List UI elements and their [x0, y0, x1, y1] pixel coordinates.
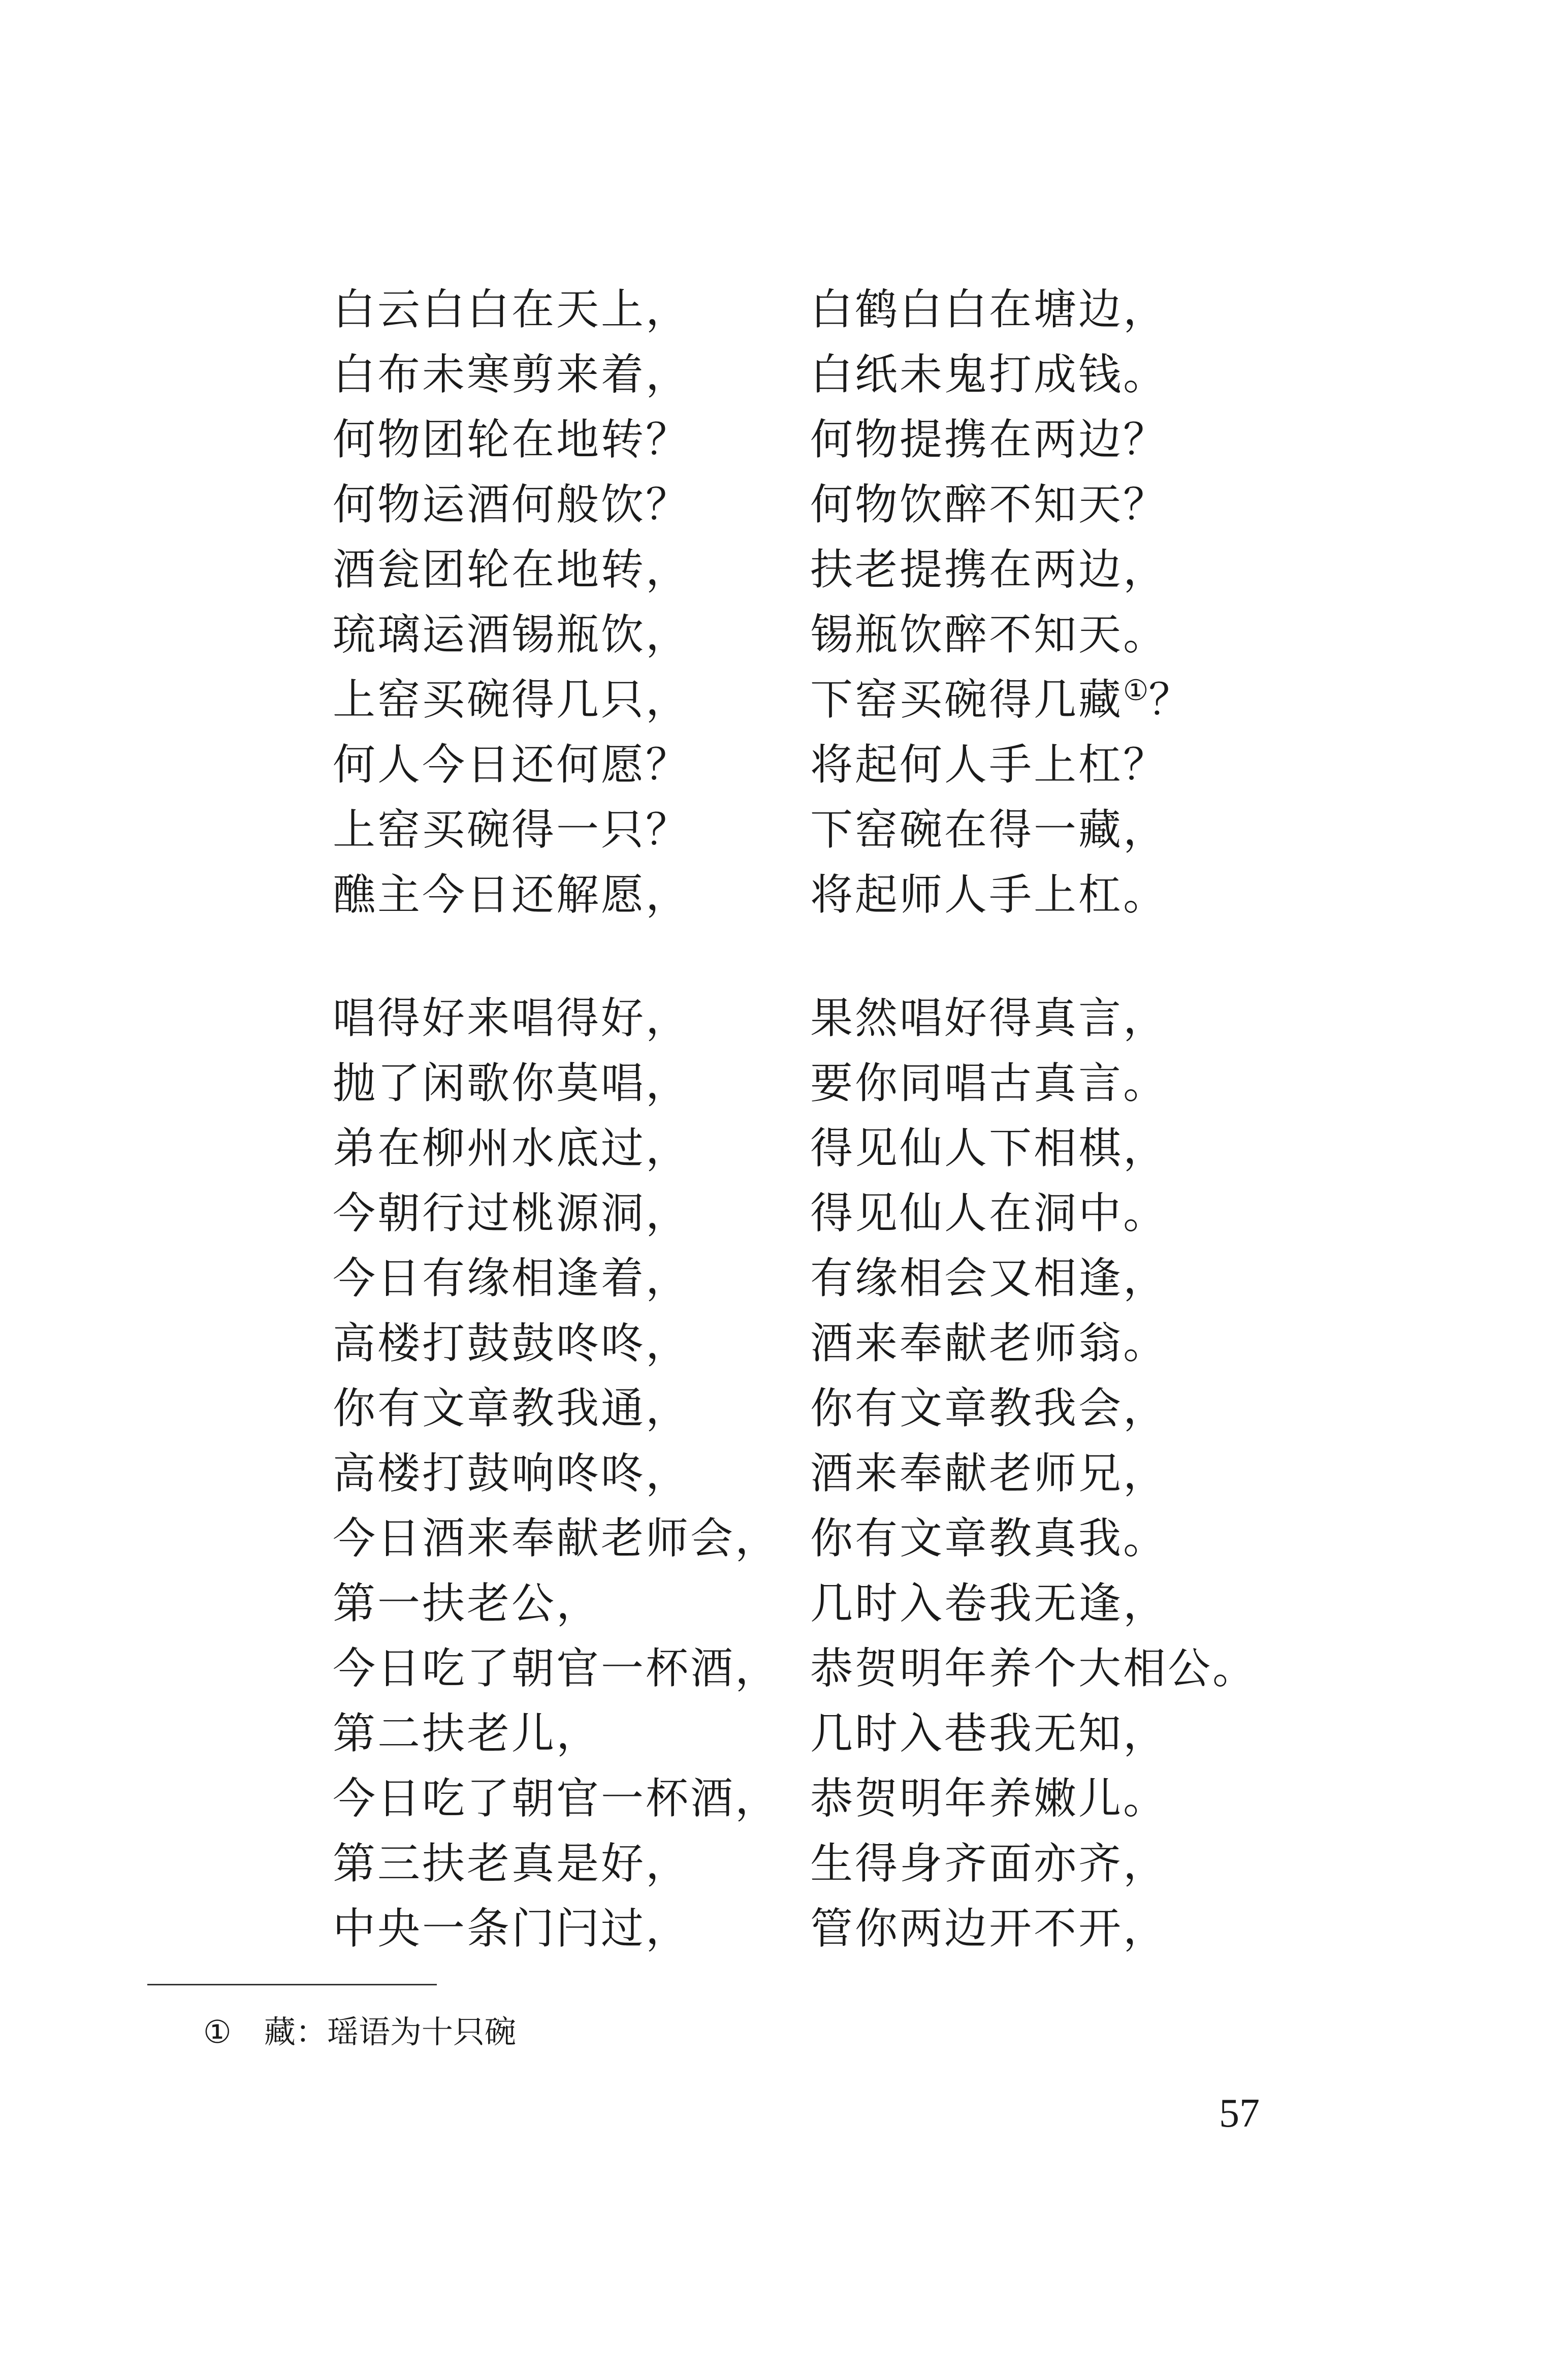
question-mark: ？ — [1148, 675, 1194, 724]
poem-line-left: 白布未寒剪来着， — [333, 350, 691, 399]
poem-line-left: 醮主今日还解愿， — [333, 870, 691, 920]
poem-line — [333, 277, 1349, 342]
poem-line-right: 得见仙人下相棋， — [810, 1123, 1168, 1173]
poem-line-left: 何物运酒何般饮？ — [333, 480, 691, 529]
poem-line-right: 有缘相会又相逢， — [810, 1253, 1168, 1303]
poem-line — [333, 1571, 1349, 1636]
poem-line-right: 何物饮醉不知天？ — [810, 480, 1168, 529]
poem-line — [333, 1441, 1349, 1506]
poem-line-right: 将起师人手上杠。 — [810, 870, 1168, 920]
poem-line — [333, 862, 1349, 927]
poem-line-left: 第三扶老真是好， — [333, 1839, 691, 1888]
footnote-reference[interactable]: ① — [1123, 674, 1149, 707]
poem-line-right: 将起何人手上杠？ — [810, 740, 1168, 789]
poem-line — [333, 537, 1349, 602]
poem-line — [333, 797, 1349, 862]
poem-line-right: 白纸未鬼打成钱。 — [810, 350, 1168, 399]
poem-line-right: 生得身齐面亦齐， — [810, 1839, 1168, 1888]
poem-line — [333, 1766, 1349, 1831]
poem-line-right: 你有文章教我会， — [810, 1383, 1168, 1433]
poem-line-right: 酒来奉献老师翁。 — [810, 1318, 1168, 1368]
poem-line-left: 抛了闲歌你莫唱， — [333, 1058, 691, 1108]
poem-line — [333, 1831, 1349, 1896]
poem-stanza-2 — [333, 986, 1349, 1961]
poem-line — [333, 986, 1349, 1051]
poem-line-left: 弟在柳州水底过， — [333, 1123, 691, 1173]
footnote-divider — [147, 1984, 437, 1985]
poem-line-left: 琉璃运酒锡瓶饮， — [333, 610, 691, 659]
poem-line — [333, 1896, 1349, 1961]
poem-line-right: 下窑买碗得几藏 — [810, 675, 1124, 724]
footnote-text: 藏：瑶语为十只碗 — [264, 2013, 517, 2050]
poem-line-right: 何物提携在两边？ — [810, 415, 1168, 464]
poem-line-left: 何人今日还何愿？ — [333, 740, 691, 789]
poem-line-left: 今日吃了朝官一杯酒， — [333, 1643, 780, 1693]
poem-stanza-1 — [333, 277, 1349, 927]
poem-line-left: 何物团轮在地转？ — [333, 415, 691, 464]
poem-line-right: 白鹤白白在塘边， — [810, 284, 1168, 334]
poem-line — [333, 602, 1349, 667]
poem-line-left: 白云白白在天上， — [333, 284, 691, 334]
poem-line — [333, 1701, 1349, 1766]
poem-line-left: 酒瓮团轮在地转， — [333, 545, 691, 594]
footnote-number: ① — [203, 2013, 232, 2050]
poem-line-right: 下窑碗在得一藏， — [810, 805, 1168, 855]
poem-line-left: 上窑买碗得几只， — [333, 675, 691, 724]
poem-line-right: 恭贺明年养嫩儿。 — [810, 1774, 1168, 1823]
poem-line-left: 高楼打鼓鼓咚咚， — [333, 1318, 691, 1368]
poem-line-left: 中央一条门闩过， — [333, 1904, 691, 1953]
poem-line — [333, 1246, 1349, 1311]
poem-line — [333, 1311, 1349, 1376]
poem-line-right: 几时入巷我无知， — [810, 1709, 1168, 1758]
poem-line-left: 今日酒来奉献老师会， — [333, 1513, 780, 1563]
poem-line-right: 恭贺明年养个大相公。 — [810, 1643, 1258, 1693]
page-number: 57 — [1219, 2091, 1260, 2136]
poem-line — [333, 667, 1349, 732]
poem-line-right: 得见仙人在洞中。 — [810, 1188, 1168, 1238]
poem-line-right: 几时入卷我无逢， — [810, 1578, 1168, 1628]
poem-line-left: 第二扶老儿， — [333, 1709, 601, 1758]
poem-line-right: 果然唱好得真言， — [810, 993, 1168, 1043]
poem-line-left: 高楼打鼓响咚咚， — [333, 1448, 691, 1498]
poem-line — [333, 1376, 1349, 1441]
poem-line — [333, 1506, 1349, 1571]
poem-line — [333, 1181, 1349, 1246]
poem-line — [333, 732, 1349, 797]
poem-line-right: 你有文章教真我。 — [810, 1513, 1168, 1563]
poem-line — [333, 1636, 1349, 1701]
footnote — [203, 2009, 516, 2055]
poem-line-left: 今日吃了朝官一杯酒， — [333, 1774, 780, 1823]
poem-line — [333, 472, 1349, 537]
poem-line — [333, 342, 1349, 407]
poem-line — [333, 1116, 1349, 1181]
poem-line-right: 酒来奉献老师兄， — [810, 1448, 1168, 1498]
poem-line — [333, 1051, 1349, 1116]
poem-line-right: 扶老提携在两边， — [810, 545, 1168, 594]
poem-line-right: 要你同唱古真言。 — [810, 1058, 1168, 1108]
poem-line-left: 第一扶老公， — [333, 1578, 601, 1628]
poem-line-left: 今朝行过桃源洞， — [333, 1188, 691, 1238]
poem-line-left: 唱得好来唱得好， — [333, 993, 691, 1043]
poem-line — [333, 407, 1349, 472]
poem-line-left: 今日有缘相逢着， — [333, 1253, 691, 1303]
poem-line-right: 锡瓶饮醉不知天。 — [810, 610, 1168, 659]
poem-line-left: 上窑买碗得一只？ — [333, 805, 691, 855]
poem-line-right: 管你两边开不开， — [810, 1904, 1168, 1953]
poem-line-left: 你有文章教我通， — [333, 1383, 691, 1433]
poem-line-right-with-note — [810, 667, 1193, 732]
